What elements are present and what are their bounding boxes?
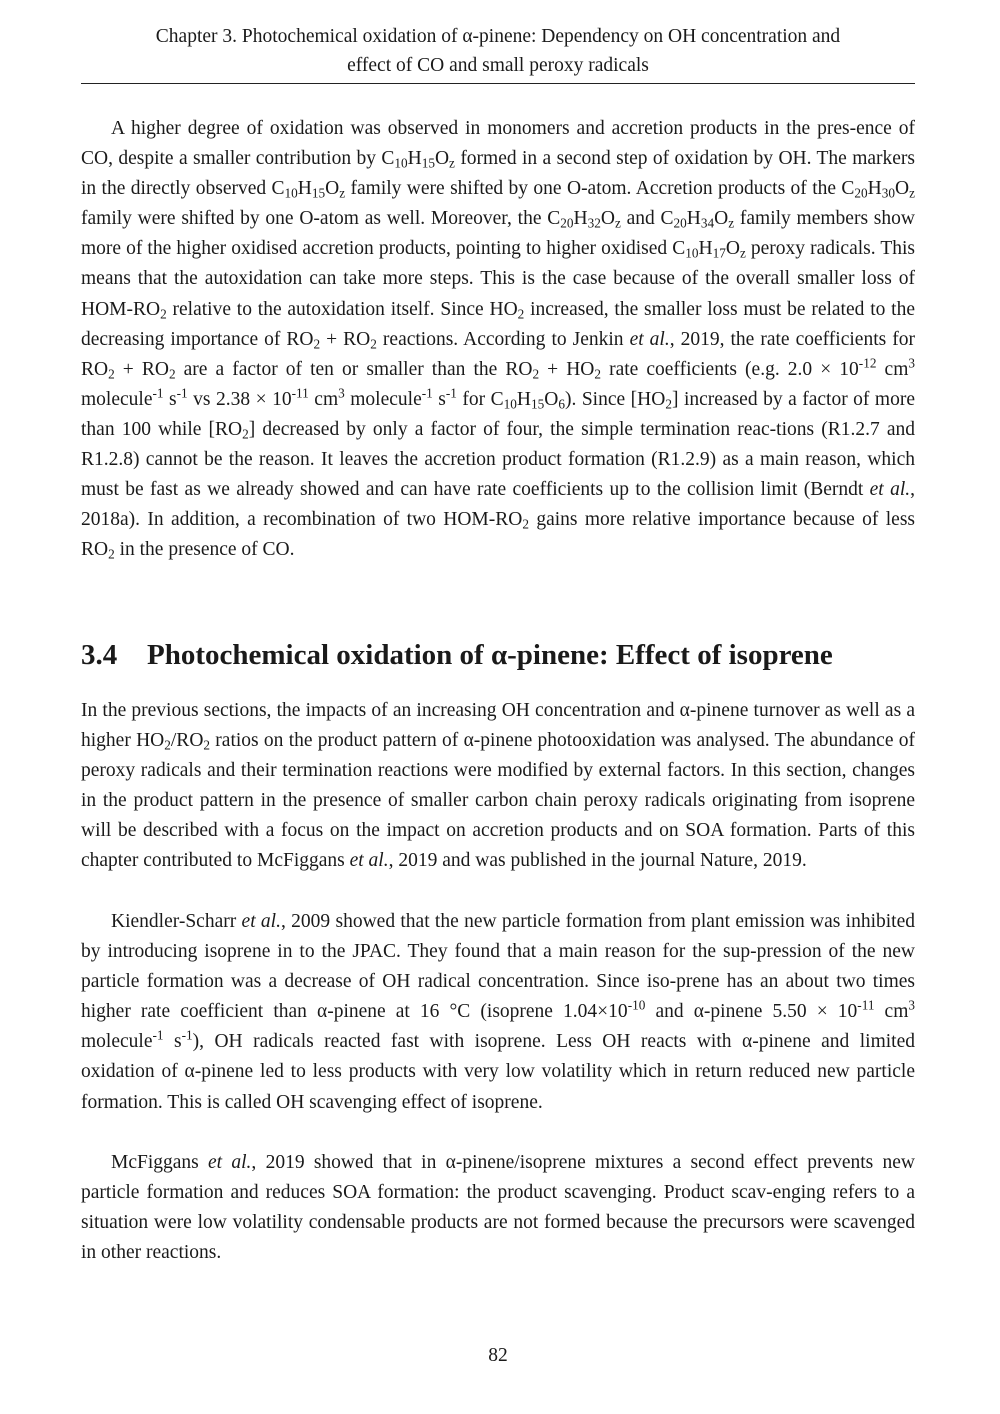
running-header bbox=[81, 22, 915, 84]
section-heading bbox=[81, 635, 915, 675]
paragraph-product-scavenging: McFiggans et al., 2019 showed that in α-pinene/isoprene mixtures a second effect prevents new particle formation and reduces SOA formation: the product scavenging. Product scav-enging refers to a situation were low volatility condensable products are not formed because the precursors were scavenged in other reactions. bbox=[81, 1152, 916, 1264]
section-title: Photochemical oxidation of α-pinene: Effect of isoprene bbox=[147, 639, 833, 671]
header-line-2: effect of CO and small peroxy radicals bbox=[347, 55, 649, 76]
section-number: 3.4 bbox=[81, 639, 118, 671]
paragraph-co-effect: A higher degree of oxidation was observed in monomers and accretion products in the pres-ence of CO, despite a smaller contribution by $C_{10}H_{15}O_z$ formed in a second step of oxidation by OH. The markers in the directly observed $C_{10}H_{15}O_z$ family were shifted by one O-atom. Accretion products of the $C_{20}H_{30}O_z$ family were shifted by one O-atom as well. Moreover, the $C_{20}H_{32}O_z$ and $C_{20}H_{34}O_z$ family members show more of the higher oxidised accretion products, pointing to higher oxidised $C_{10}H_{17}O_z$ peroxy radicals. This means that the autoxidation can take more steps. This is the case because of the overall smaller loss of HOM-$RO_2$ relative to the autoxidation itself. Since $HO_2$ increased, the smaller loss must be related to the decreasing importance of $RO_2 + RO_2$ reactions. According to Jenkin et al., 2019, the rate coefficients for $RO_2 + RO_2$ are a factor of ten or smaller than the $RO_2 + HO_2$ rate coefficients (e.g. $2.0 \times 10^{-12}$ $cm^3$ molecule$^{-1}$ $s^{-1}$ vs $2.38 \times 10^{-11}$ $cm^3$ molecule$^{-1}$ $s^{-1}$ for $C_{10}H_{15}O_6$). Since $[HO_2]$ increased by a factor of more than 100 while $[RO_2]$ decreased by only a factor of four, the simple termination reac-tions (R1.2.7 and R1.2.8) cannot be the reason. It leaves the accretion product formation (R1.2.9) as a main reason, which must be fast as we already showed and can have rate coefficients up to the collision limit (Berndt et al., 2018a). In addition, a recombination of two HOM-$RO_2$ gains more relative importance because of less $RO_2$ in the presence of CO. bbox=[81, 118, 916, 562]
citation-etal: et al. bbox=[349, 850, 389, 872]
citation-etal: et al. bbox=[629, 328, 670, 350]
citation-etal: et al. bbox=[241, 911, 281, 932]
page-number: 82 bbox=[488, 1345, 508, 1366]
paragraph-oh-scavenging: Kiendler-Scharr et al., 2009 showed that the new particle formation from plant emission was inhibited by introducing isoprene in to the JPAC. They found that a main reason for the sup-pression of the new particle formation was a decrease of OH radical concentration. Since iso-prene has an about two times higher rate coefficient than α-pinene at 16 °C (isoprene $1.04\times 10^{-10}$ and α-pinene $5.50 \times 10^{-11}$ $cm^3$ molecule$^{-1}$ $s^{-1}$), OH radicals reacted fast with isoprene. Less OH reacts with α-pinene and limited oxidation of α-pinene led to less products with very low volatility which in return reduced new particle formation. This is called OH scavenging effect of isoprene. bbox=[81, 911, 916, 1113]
citation-etal: et al. bbox=[208, 1152, 252, 1173]
header-line-1: Chapter 3. Photochemical oxidation of α-pinene: Dependency on OH concentration and bbox=[155, 26, 841, 47]
paragraph-intro-isoprene: In the previous sections, the impacts of an increasing OH concentration and α-pinene turnover as well as a higher $HO_2/RO_2$ ratios on the product pattern of α-pinene photooxidation was analysed. The abundance of peroxy radicals and their termination reactions were modified by external factors. In this section, changes in the product pattern in the presence of smaller carbon chain peroxy radicals originating from isoprene will be described with a focus on the impact on accretion products and on SOA formation. Parts of this chapter contributed to McFiggans et al., 2019 and was published in the journal Nature, 2019. bbox=[81, 700, 916, 872]
citation-etal: et al. bbox=[869, 479, 911, 501]
